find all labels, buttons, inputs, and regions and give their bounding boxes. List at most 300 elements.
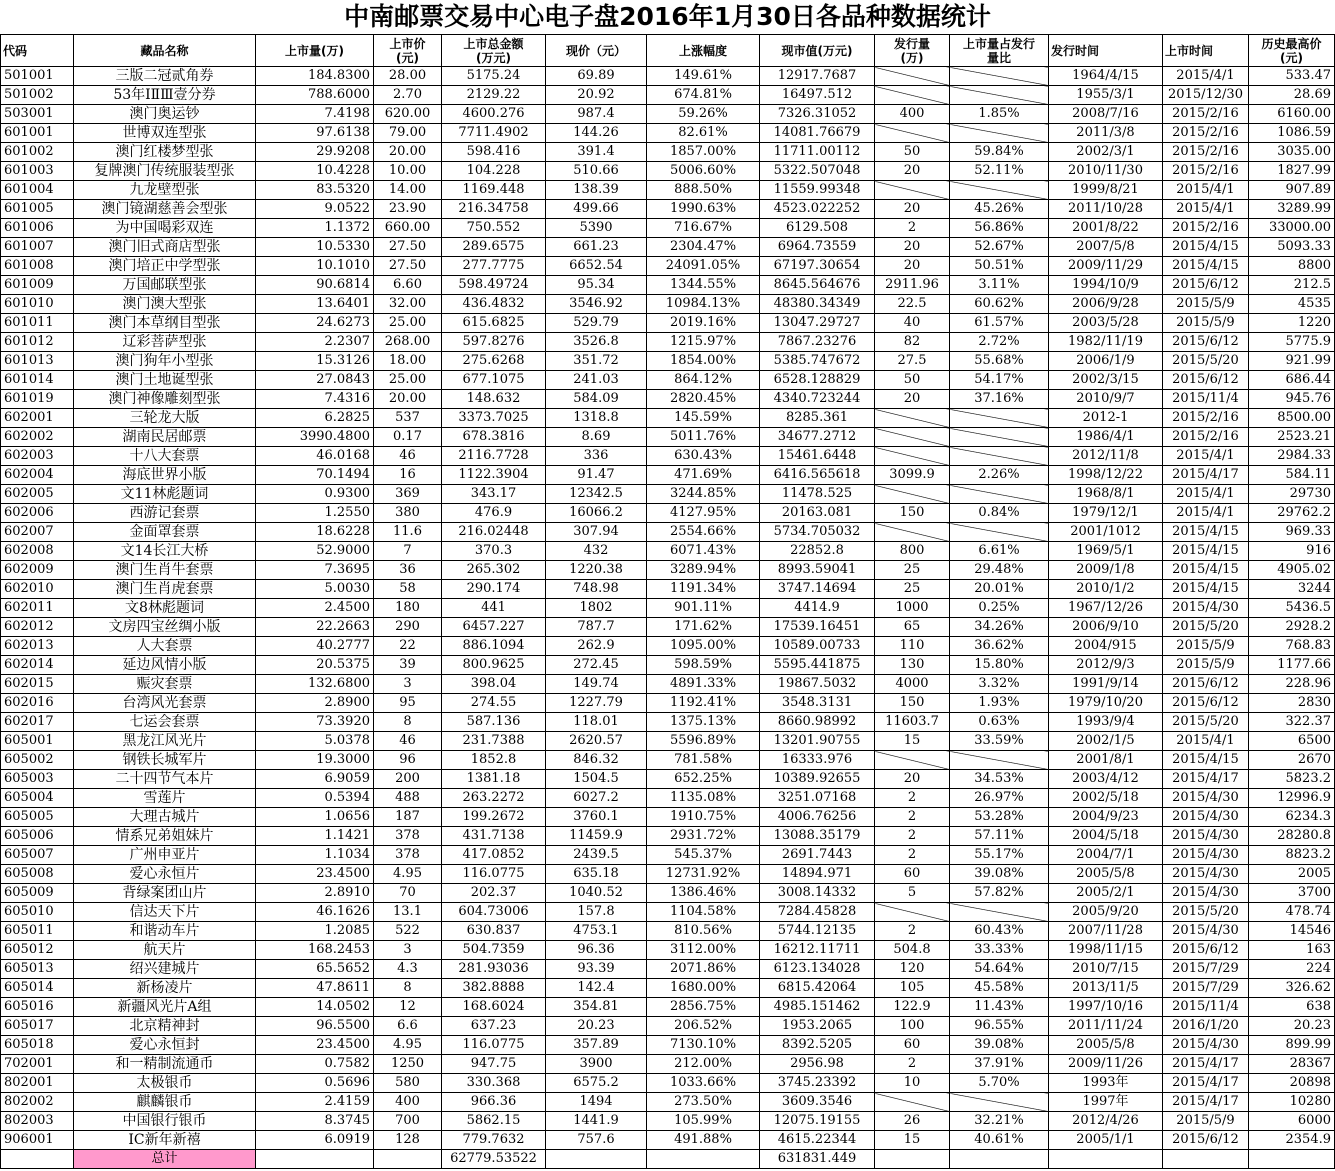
cell-issue: 130 [875,656,950,675]
cell-high: 29730 [1249,485,1335,504]
cell-total: 382.8888 [442,979,546,998]
cell-issue-date: 2009/1/8 [1049,561,1163,580]
cell-high: 921.99 [1249,352,1335,371]
cell-list-date: 2015/4/30 [1163,827,1249,846]
cell-issue-date: 1997年 [1049,1093,1163,1112]
cell-issue-date: 1993/9/4 [1049,713,1163,732]
cell-list-date: 2015/5/20 [1163,713,1249,732]
cell-now: 510.66 [546,162,647,181]
cell-issue: 25 [875,580,950,599]
table-row [1,770,1335,789]
cell-total: 947.75 [442,1055,546,1074]
cell-code: 601019 [1,390,74,409]
cell-total: 597.8276 [442,333,546,352]
cell-list-date: 2015/4/1 [1163,67,1249,86]
cell-qty: 7.4316 [256,390,374,409]
cell-issue-date: 1986/4/1 [1049,428,1163,447]
cell-qty: 2.2307 [256,333,374,352]
cell-issue: 20 [875,200,950,219]
cell-issue [875,751,950,770]
cell-ratio: 45.26% [950,200,1049,219]
cell-list-date: 2015/7/29 [1163,979,1249,998]
cell-high: 5823.2 [1249,770,1335,789]
cell-list-date: 2015/4/30 [1163,1036,1249,1055]
cell-now: 336 [546,447,647,466]
cell-high: 28367 [1249,1055,1335,1074]
cell-issue: 82 [875,333,950,352]
cell-high: 163 [1249,941,1335,960]
cell-total: 677.1075 [442,371,546,390]
cell-name: 爱心永恒片 [74,865,256,884]
table-row [1,162,1335,181]
table-row [1,732,1335,751]
cell-issue: 20 [875,238,950,257]
cell-rise: 5596.89% [647,732,760,751]
cell-issue-date: 2005/9/20 [1049,903,1163,922]
cell-total: 277.7775 [442,257,546,276]
cell-rise: 4127.95% [647,504,760,523]
cell-rise: 2019.16% [647,314,760,333]
cell-price: 11.6 [374,523,442,542]
cell-rise: 2931.72% [647,827,760,846]
cell-name: 十八大套票 [74,447,256,466]
cell-total: 116.0775 [442,1036,546,1055]
cell-total: 104.228 [442,162,546,181]
cell-issue-date: 1982/11/19 [1049,333,1163,352]
cell-list-date: 2015/4/30 [1163,922,1249,941]
cell-rise: 206.52% [647,1017,760,1036]
cell-issue-date: 2006/9/10 [1049,618,1163,637]
cell-issue: 11603.7 [875,713,950,732]
total-empty [1,1150,74,1169]
cell-issue-date: 1991/9/14 [1049,675,1163,694]
cell-rise: 2856.75% [647,998,760,1017]
cell-rise: 2554.66% [647,523,760,542]
cell-total: 343.17 [442,485,546,504]
cell-qty: 7.3695 [256,561,374,580]
cell-qty: 70.1494 [256,466,374,485]
cell-issue: 150 [875,504,950,523]
cell-now: 1040.52 [546,884,647,903]
cell-name: 和谐动车片 [74,922,256,941]
cell-high: 8500.00 [1249,409,1335,428]
cell-total: 5862.15 [442,1112,546,1131]
cell-issue: 40 [875,314,950,333]
header-price-text: 上市价 (元) [389,36,426,65]
cell-code: 602014 [1,656,74,675]
cell-qty: 15.3126 [256,352,374,371]
table-row [1,86,1335,105]
cell-total: 263.2272 [442,789,546,808]
cell-price: 378 [374,827,442,846]
cell-code: 605017 [1,1017,74,1036]
cell-high: 2830 [1249,694,1335,713]
cell-qty: 6.9059 [256,770,374,789]
table-row [1,428,1335,447]
cell-ratio [950,67,1049,86]
cell-issue-date: 2012-1 [1049,409,1163,428]
cell-price: 27.50 [374,238,442,257]
cell-now: 138.39 [546,181,647,200]
cell-issue: 60 [875,865,950,884]
cell-rise: 781.58% [647,751,760,770]
cell-ratio [950,1093,1049,1112]
cell-list-date: 2016/1/20 [1163,1017,1249,1036]
cell-code: 605005 [1,808,74,827]
cell-code: 602003 [1,447,74,466]
cell-high: 6160.00 [1249,105,1335,124]
cell-now: 1220.38 [546,561,647,580]
cell-high: 2670 [1249,751,1335,770]
cell-issue-date: 1979/12/1 [1049,504,1163,523]
cell-rise: 273.50% [647,1093,760,1112]
cell-mv: 13088.35179 [760,827,875,846]
cell-code: 601008 [1,257,74,276]
cell-price: 200 [374,770,442,789]
table-row [1,1017,1335,1036]
cell-name: 台湾风光套票 [74,694,256,713]
cell-rise: 652.25% [647,770,760,789]
cell-now: 1318.8 [546,409,647,428]
cell-issue-date: 1997/10/16 [1049,998,1163,1017]
header-rise: 上涨幅度 [647,35,760,67]
cell-now: 499.66 [546,200,647,219]
total-market-value: 631831.449 [760,1150,875,1169]
cell-total: 598.49724 [442,276,546,295]
cell-name: 澳门红楼梦型张 [74,143,256,162]
cell-code: 605010 [1,903,74,922]
cell-mv: 14894.971 [760,865,875,884]
cell-high: 8823.2 [1249,846,1335,865]
cell-rise: 810.56% [647,922,760,941]
cell-now: 69.89 [546,67,647,86]
cell-issue: 27.5 [875,352,950,371]
cell-qty: 46.1626 [256,903,374,922]
cell-now: 144.26 [546,124,647,143]
cell-list-date: 2015/4/1 [1163,200,1249,219]
cell-price: 180 [374,599,442,618]
cell-rise: 3289.94% [647,561,760,580]
table-row [1,200,1335,219]
cell-name: 三轮龙大版 [74,409,256,428]
cell-total: 1852.8 [442,751,546,770]
cell-price: 22 [374,637,442,656]
cell-total: 7711.4902 [442,124,546,143]
cell-list-date: 2015/6/12 [1163,675,1249,694]
table-row [1,656,1335,675]
cell-rise: 1910.75% [647,808,760,827]
cell-qty: 2.8910 [256,884,374,903]
cell-mv: 48380.34349 [760,295,875,314]
total-empty [256,1150,374,1169]
cell-price: 537 [374,409,442,428]
cell-rise: 674.81% [647,86,760,105]
cell-total: 4600.276 [442,105,546,124]
cell-ratio: 55.17% [950,846,1049,865]
cell-code: 602007 [1,523,74,542]
cell-mv: 15461.6448 [760,447,875,466]
cell-ratio: 37.91% [950,1055,1049,1074]
table-row [1,314,1335,333]
cell-price: 46 [374,447,442,466]
cell-ratio: 1.93% [950,694,1049,713]
cell-price: 4.95 [374,865,442,884]
cell-qty: 23.4500 [256,865,374,884]
cell-code: 602005 [1,485,74,504]
cell-rise: 212.00% [647,1055,760,1074]
cell-ratio: 32.21% [950,1112,1049,1131]
cell-name: 万国邮联型张 [74,276,256,295]
cell-now: 661.23 [546,238,647,257]
cell-ratio: 11.43% [950,998,1049,1017]
table-row [1,352,1335,371]
cell-ratio: 34.26% [950,618,1049,637]
cell-name: 赈灾套票 [74,675,256,694]
cell-issue-date: 2009/11/29 [1049,257,1163,276]
cell-ratio: 45.58% [950,979,1049,998]
cell-ratio [950,485,1049,504]
cell-now: 307.94 [546,523,647,542]
table-row [1,257,1335,276]
cell-rise: 598.59% [647,656,760,675]
cell-list-date: 2015/4/17 [1163,770,1249,789]
cell-issue [875,1093,950,1112]
cell-qty: 22.2663 [256,618,374,637]
cell-now: 787.7 [546,618,647,637]
cell-now: 3760.1 [546,808,647,827]
cell-list-date: 2015/4/15 [1163,523,1249,542]
cell-mv: 10389.92655 [760,770,875,789]
cell-issue-date: 2007/11/28 [1049,922,1163,941]
cell-qty: 96.5500 [256,1017,374,1036]
cell-list-date: 2015/4/30 [1163,599,1249,618]
cell-issue-date: 2003/4/12 [1049,770,1163,789]
cell-issue-date: 2001/1012 [1049,523,1163,542]
cell-rise: 3244.85% [647,485,760,504]
cell-list-date: 2015/4/15 [1163,257,1249,276]
cell-list-date: 2015/5/20 [1163,352,1249,371]
cell-now: 529.79 [546,314,647,333]
cell-rise: 59.26% [647,105,760,124]
cell-mv: 3609.3546 [760,1093,875,1112]
cell-price: 13.1 [374,903,442,922]
cell-issue: 122.9 [875,998,950,1017]
cell-issue: 60 [875,1036,950,1055]
cell-list-date: 2015/5/9 [1163,637,1249,656]
header-code: 代码 [1,35,74,67]
cell-code: 602011 [1,599,74,618]
cell-high: 1177.66 [1249,656,1335,675]
table-row [1,865,1335,884]
cell-now: 96.36 [546,941,647,960]
cell-price: 46 [374,732,442,751]
cell-code: 605018 [1,1036,74,1055]
cell-price: 187 [374,808,442,827]
cell-issue [875,409,950,428]
header-now: 现价（元） [546,35,647,67]
cell-total: 289.6575 [442,238,546,257]
cell-list-date: 2015/4/1 [1163,485,1249,504]
cell-rise: 2304.47% [647,238,760,257]
cell-list-date: 2015/4/15 [1163,580,1249,599]
cell-ratio [950,181,1049,200]
cell-issue-date: 2013/11/5 [1049,979,1163,998]
cell-rise: 7130.10% [647,1036,760,1055]
cell-mv: 5385.747672 [760,352,875,371]
cell-code: 605002 [1,751,74,770]
cell-ratio [950,447,1049,466]
cell-qty: 788.6000 [256,86,374,105]
cell-name: 澳门培正中学型张 [74,257,256,276]
cell-issue: 504.8 [875,941,950,960]
cell-code: 601006 [1,219,74,238]
cell-code: 602017 [1,713,74,732]
cell-total: 615.6825 [442,314,546,333]
cell-high: 3289.99 [1249,200,1335,219]
cell-code: 602015 [1,675,74,694]
cell-name: 澳门奥运钞 [74,105,256,124]
cell-qty: 24.6273 [256,314,374,333]
cell-high: 2354.9 [1249,1131,1335,1150]
table-row [1,922,1335,941]
cell-high: 1086.59 [1249,124,1335,143]
cell-issue-date: 1968/8/1 [1049,485,1163,504]
cell-now: 1504.5 [546,770,647,789]
cell-issue-date: 2004/5/18 [1049,827,1163,846]
cell-price: 96 [374,751,442,770]
cell-now: 1227.79 [546,694,647,713]
cell-ratio: 3.11% [950,276,1049,295]
cell-total: 6457.227 [442,618,546,637]
cell-price: 6.60 [374,276,442,295]
cell-issue: 15 [875,732,950,751]
cell-qty: 65.5652 [256,960,374,979]
cell-ratio [950,903,1049,922]
cell-code: 503001 [1,105,74,124]
cell-name: 绍兴建城片 [74,960,256,979]
cell-price: 14.00 [374,181,442,200]
cell-list-date: 2015/5/20 [1163,903,1249,922]
cell-total: 630.837 [442,922,546,941]
header-total-text: 上市总金额 (万元) [463,36,524,65]
cell-rise: 491.88% [647,1131,760,1150]
cell-rise: 901.11% [647,599,760,618]
cell-list-date: 2015/7/29 [1163,960,1249,979]
table-row [1,1093,1335,1112]
cell-name: 澳门神像雕刻型张 [74,390,256,409]
header-list-date: 上市时间 [1163,35,1249,67]
cell-issue [875,523,950,542]
cell-list-date: 2015/5/9 [1163,1112,1249,1131]
cell-mv: 14081.76679 [760,124,875,143]
cell-issue: 2 [875,922,950,941]
cell-list-date: 2015/5/9 [1163,314,1249,333]
table-row [1,884,1335,903]
cell-code: 605004 [1,789,74,808]
cell-name: 和一精制流通币 [74,1055,256,1074]
cell-rise: 149.61% [647,67,760,86]
cell-ratio: 52.67% [950,238,1049,257]
cell-mv: 2956.98 [760,1055,875,1074]
cell-now: 391.4 [546,143,647,162]
cell-now: 4753.1 [546,922,647,941]
cell-total: 779.7632 [442,1131,546,1150]
table-row [1,542,1335,561]
cell-total: 216.34758 [442,200,546,219]
cell-ratio: 1.85% [950,105,1049,124]
cell-issue: 2 [875,789,950,808]
cell-price: 488 [374,789,442,808]
cell-qty: 3990.4800 [256,428,374,447]
cell-price: 95 [374,694,442,713]
cell-code: 605009 [1,884,74,903]
cell-issue: 3099.9 [875,466,950,485]
cell-high: 899.99 [1249,1036,1335,1055]
cell-code: 601012 [1,333,74,352]
cell-high: 2005 [1249,865,1335,884]
cell-qty: 97.6138 [256,124,374,143]
cell-total: 398.04 [442,675,546,694]
cell-high: 326.62 [1249,979,1335,998]
cell-issue-date: 2006/1/9 [1049,352,1163,371]
cell-code: 602002 [1,428,74,447]
header-high-text: 历史最高价 (元) [1261,36,1322,65]
cell-rise: 1857.00% [647,143,760,162]
cell-high: 3244 [1249,580,1335,599]
cell-rise: 24091.05% [647,257,760,276]
cell-qty: 0.5696 [256,1074,374,1093]
cell-total: 202.37 [442,884,546,903]
cell-high: 4905.02 [1249,561,1335,580]
cell-qty: 1.2085 [256,922,374,941]
cell-code: 602009 [1,561,74,580]
cell-price: 20.00 [374,390,442,409]
cell-list-date: 2015/6/12 [1163,371,1249,390]
cell-name: 黑龙江风光片 [74,732,256,751]
cell-list-date: 2015/6/12 [1163,333,1249,352]
cell-list-date: 2015/2/16 [1163,143,1249,162]
cell-name: 麒麟银币 [74,1093,256,1112]
cell-issue-date: 1969/5/1 [1049,542,1163,561]
cell-name: 钢铁长城军片 [74,751,256,770]
cell-total: 168.6024 [442,998,546,1017]
cell-issue [875,181,950,200]
cell-qty: 10.1010 [256,257,374,276]
cell-name: 新杨凌片 [74,979,256,998]
cell-total: 431.7138 [442,827,546,846]
table-row [1,789,1335,808]
cell-code: 602008 [1,542,74,561]
cell-qty: 1.1034 [256,846,374,865]
cell-mv: 6129.508 [760,219,875,238]
cell-rise: 1095.00% [647,637,760,656]
cell-name: 人大套票 [74,637,256,656]
cell-issue: 5 [875,884,950,903]
cell-rise: 1192.41% [647,694,760,713]
cell-now: 3900 [546,1055,647,1074]
cell-code: 602006 [1,504,74,523]
cell-mv: 4006.76256 [760,808,875,827]
cell-price: 0.17 [374,428,442,447]
cell-price: 1250 [374,1055,442,1074]
cell-price: 522 [374,922,442,941]
cell-name: 文14长江大桥 [74,542,256,561]
cell-now: 16066.2 [546,504,647,523]
cell-mv: 3745.23392 [760,1074,875,1093]
cell-now: 2620.57 [546,732,647,751]
cell-price: 620.00 [374,105,442,124]
cell-issue-date: 1993年 [1049,1074,1163,1093]
